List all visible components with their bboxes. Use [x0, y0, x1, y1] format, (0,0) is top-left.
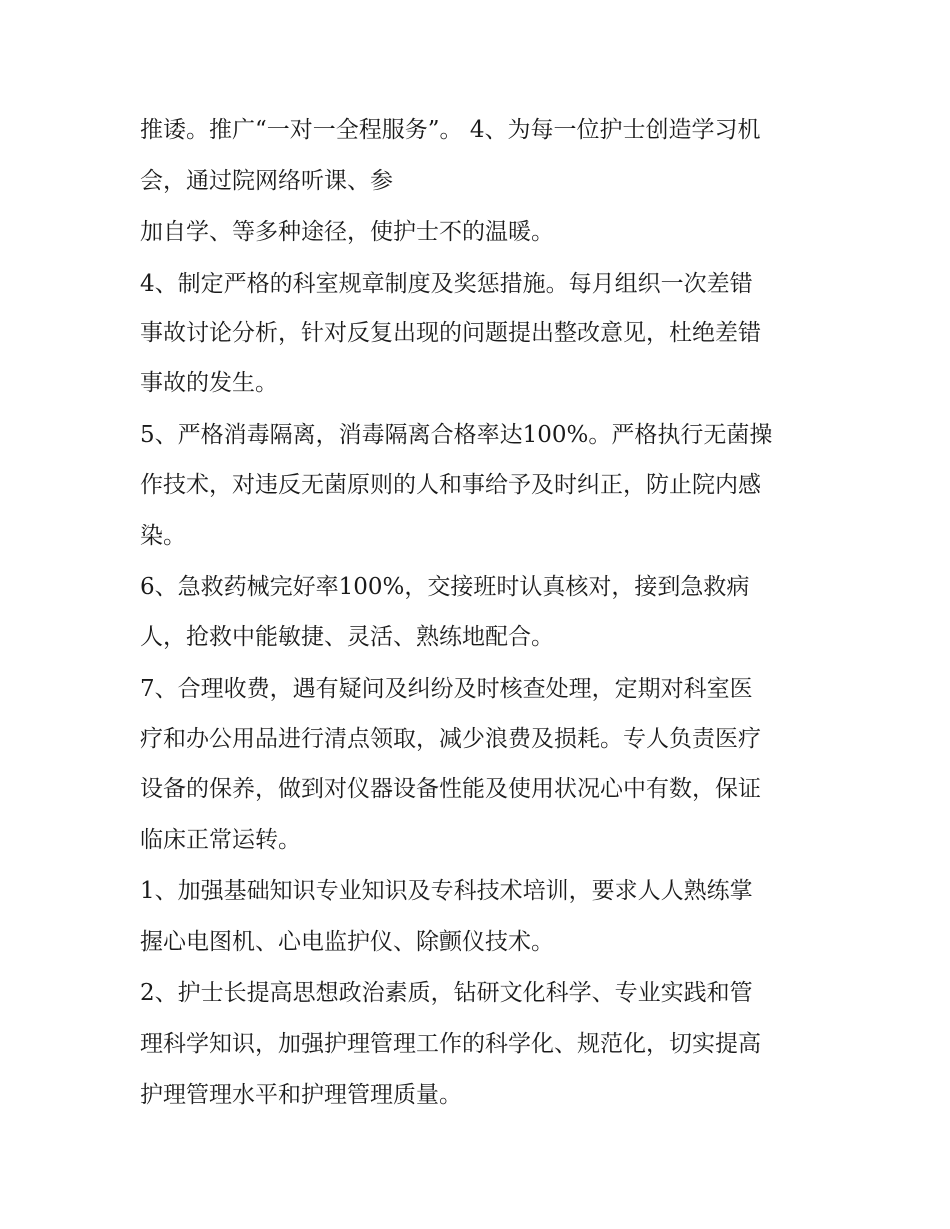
text-line: 疗和办公用品进行清点领取，减少浪费及损耗。专人负责医疗 — [140, 726, 761, 752]
text-line: 4、制定严格的科室规章制度及奖惩措施。每月组织一次差错 — [140, 271, 753, 297]
text-line: 握心电图机、心电监护仪、除颤仪技术。 — [140, 929, 554, 955]
text-line: 事故的发生。 — [140, 370, 278, 396]
text-line: 染。 — [140, 523, 186, 549]
text-line: 6、急救药械完好率100%，交接班时认真核对，接到急救病 — [140, 574, 750, 600]
text-line: 1、加强基础知识专业知识及专科技术培训，要求人人熟练掌 — [140, 878, 753, 904]
text-line: 事故讨论分析，针对反复出现的问题提出整改意见，杜绝差错 — [140, 320, 761, 346]
text-line: 作技术，对违反无菌原则的人和事给予及时纠正，防止院内感 — [140, 472, 761, 498]
text-line: 护理管理水平和护理管理质量。 — [140, 1082, 462, 1108]
text-line: 加自学、等多种途径，使护士不的温暖。 — [140, 219, 554, 245]
text-line: 2、护士长提高思想政治素质，钻研文化科学、专业实践和管 — [140, 980, 753, 1006]
text-line: 人，抢救中能敏捷、灵活、熟练地配合。 — [140, 624, 554, 650]
text-line: 设备的保养，做到对仪器设备性能及使用状况心中有数，保证 — [140, 776, 761, 802]
text-line: 7、合理收费，遇有疑问及纠纷及时核查处理，定期对科室医 — [140, 676, 753, 702]
text-line: 会，通过院网络听课、参 — [140, 168, 393, 194]
text-line: 5、严格消毒隔离，消毒隔离合格率达100%。严格执行无菌操 — [140, 422, 773, 448]
text-line: 临床正常运转。 — [140, 827, 301, 853]
text-line: 理科学知识，加强护理管理工作的科学化、规范化，切实提高 — [140, 1031, 761, 1057]
text-line: 推诿。推广“一对一全程服务”。 4、为每一位护士创造学习机 — [140, 117, 761, 143]
